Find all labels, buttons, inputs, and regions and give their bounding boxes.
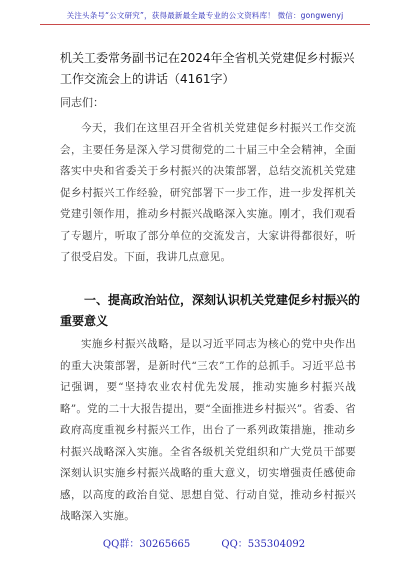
greeting: 同志们：	[60, 96, 104, 109]
header-divider	[40, 24, 370, 25]
footer-qq-group: QQ群：30265665	[102, 539, 191, 550]
document-title: 机关工委常务副书记在2024年全省机关党建促乡村振兴工作交流会上的讲话（4161字）	[60, 51, 355, 86]
section-heading-1: 一、提高政治站位，深刻认识机关党建促乡村振兴的重要意义	[60, 293, 361, 328]
footer-contact	[0, 535, 408, 550]
footer-qq: QQ：535304092	[221, 539, 306, 550]
header-banner: 关注头条号“公文研究”，获得最新最全最专业的公文资料库！ 微信：gongwenyj	[66, 11, 344, 20]
paragraph-intro: 今天，我们在这里召开全省机关党建促乡村振兴工作交流会，主要任务是深入学习贯彻党的二十届三中全会精神，全面落实中央和省委关于乡村振兴的决策部署，总结交流机关党建促乡村振兴工作经验，研究部署下一步工作，进一步发挥机关党建引领作用，推动乡村振兴战略深入实施。刚才，我们观看了专题片，听取了部分单位的交流发言，大家讲得都很好，听了很受启发。下面，我讲几点意见。	[60, 122, 356, 263]
paragraph-section-1: 实施乡村振兴战略，是以习近平同志为核心的党中央作出的重大决策部署，是新时代“三农”工作的总抓手。习近平总书记强调，要“坚持农业农村优先发展，推动实施乡村振兴战略”。党的二十大报告提出，要“全面推进乡村振兴”。省委、省政府高度重视乡村振兴工作，出台了一系列政策措施，推动乡村振兴战略深入实施。全省各级机关党组织和广大党员干部要深刻认识实施乡村振兴战略的重大意义，切实增强责任感使命感，以高度的政治自觉、思想自觉、行动自觉，推动乡村振兴战略深入实施。	[60, 338, 356, 522]
